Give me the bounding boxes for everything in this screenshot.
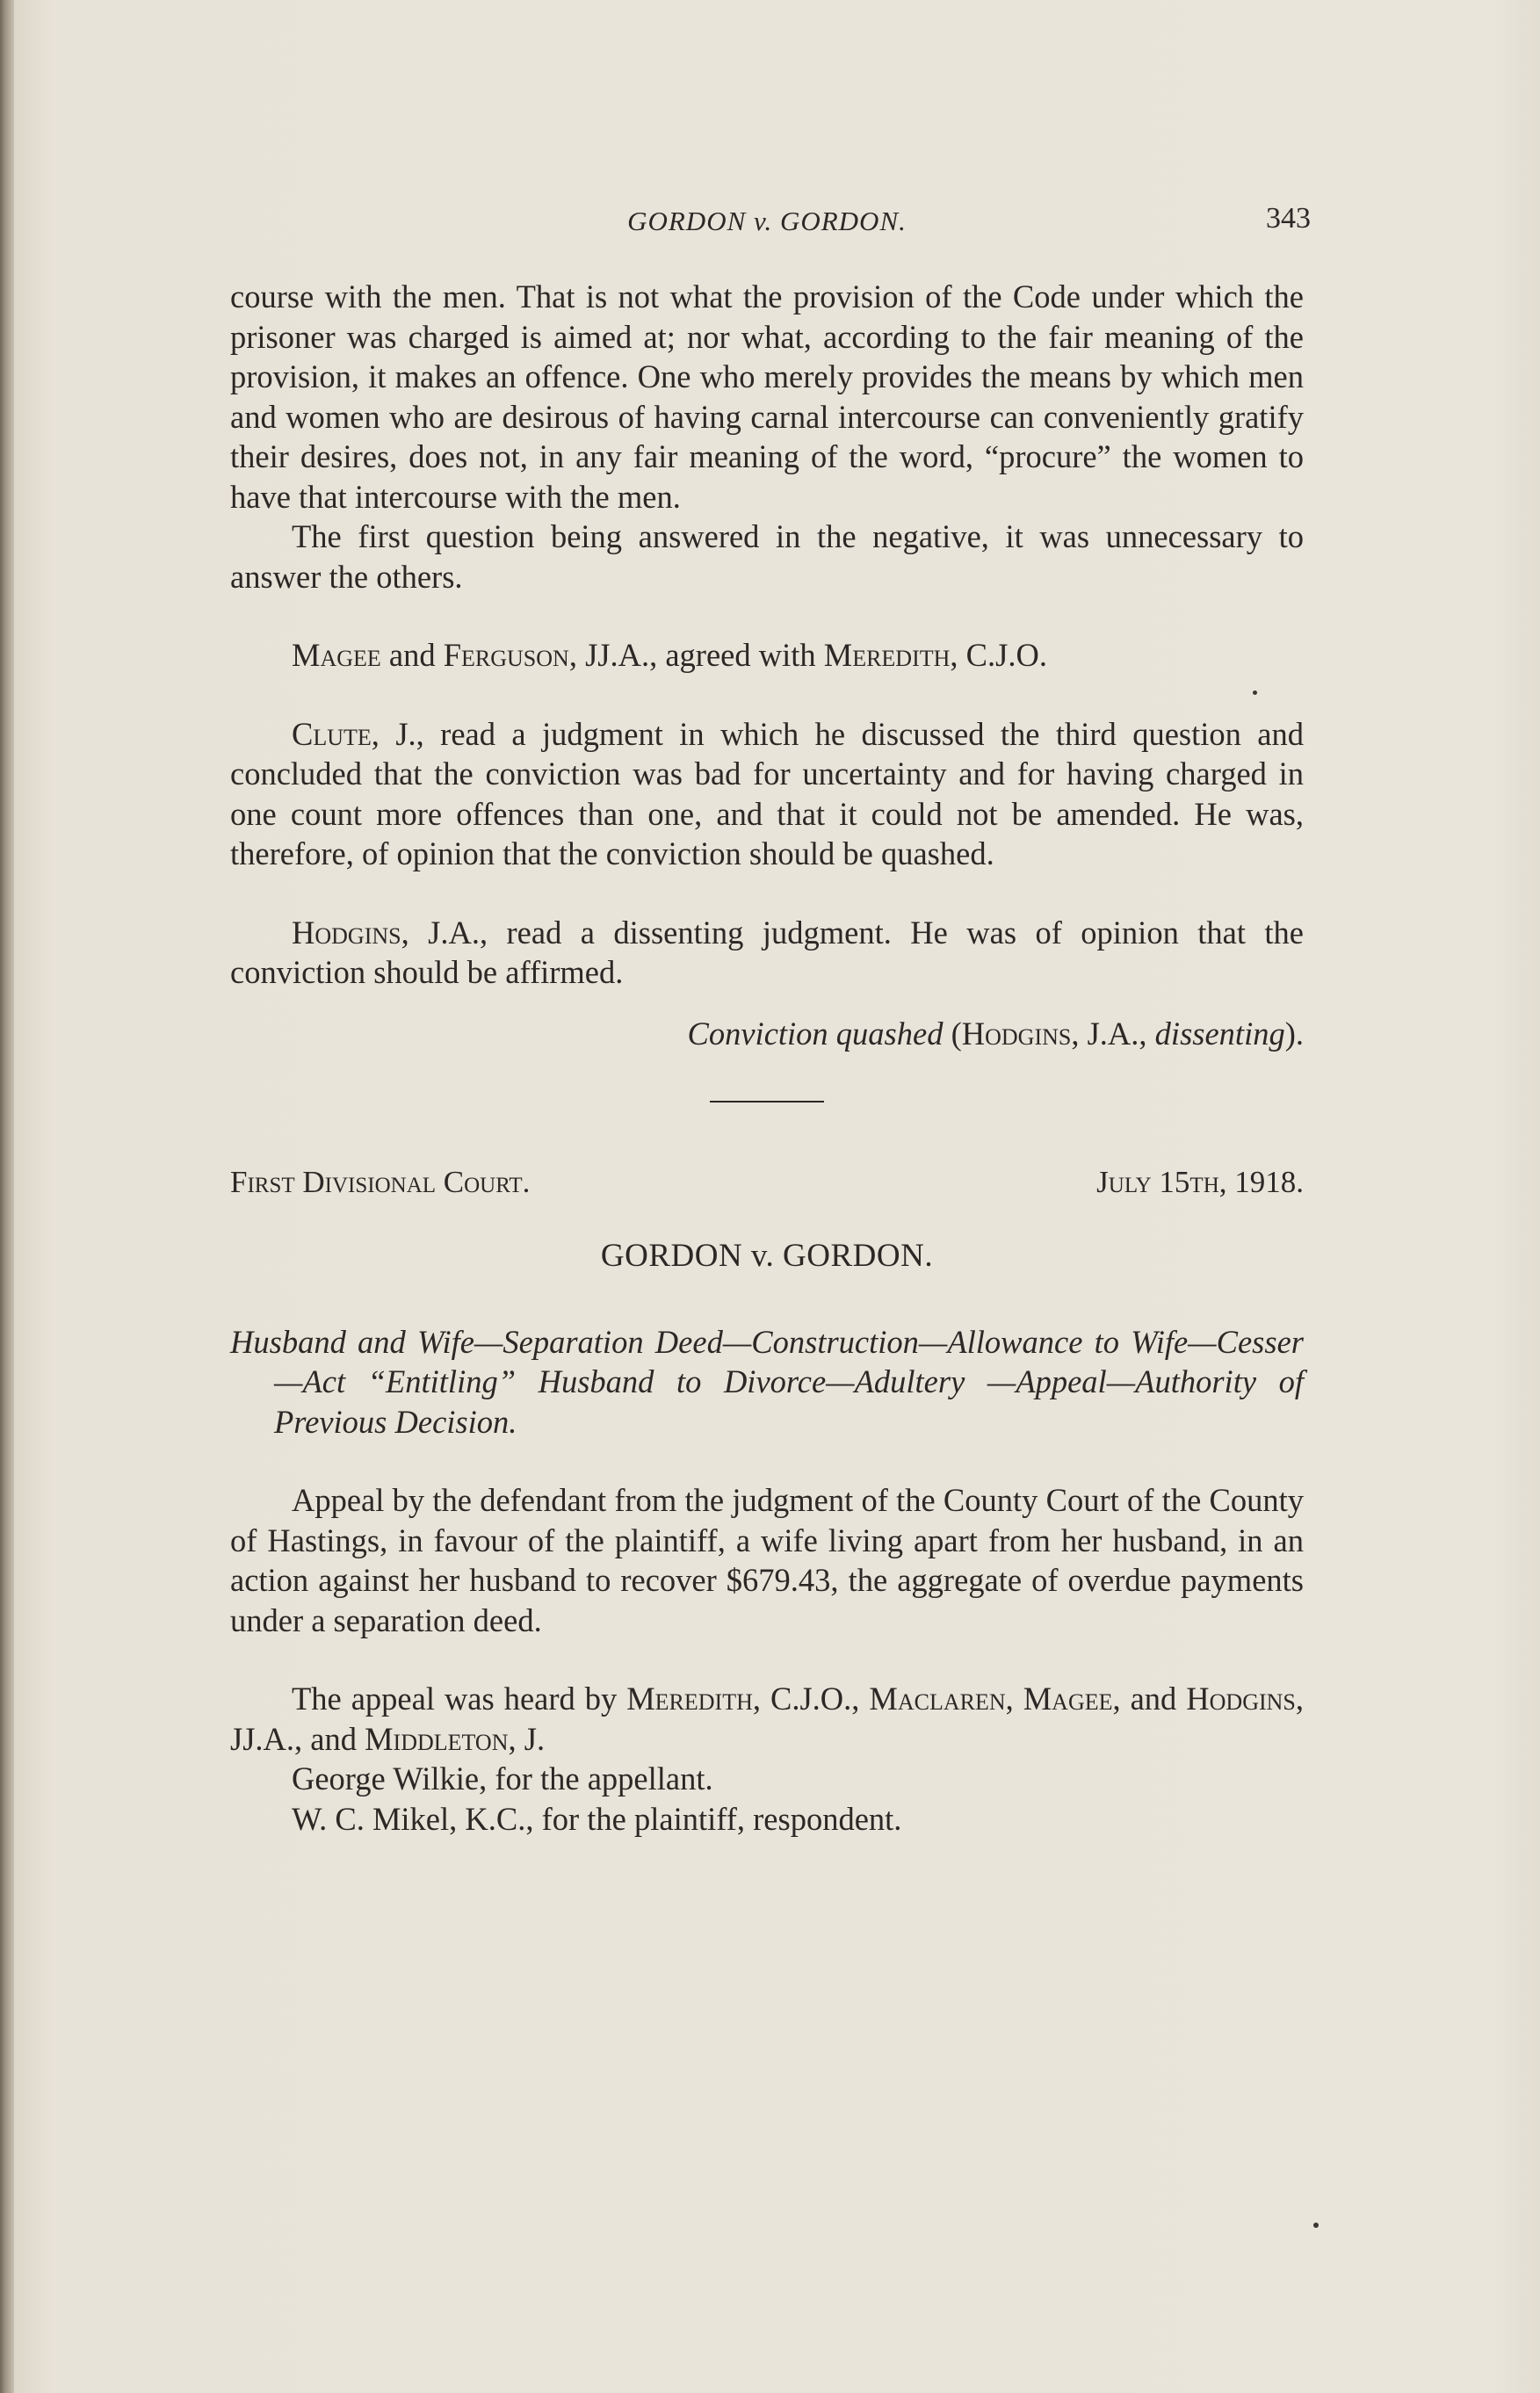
paper-speck bbox=[1253, 690, 1257, 695]
judge-name: Meredith bbox=[626, 1681, 753, 1717]
text-run: , J.A., read a dissenting judgment. He was of opinion that the conviction should be affirmed. bbox=[230, 914, 1304, 990]
text-run: and bbox=[380, 637, 444, 673]
judge-name: Hodgins bbox=[292, 914, 401, 951]
text-run: The appeal was heard by bbox=[292, 1681, 627, 1717]
text-run: , JJ.A., agreed with bbox=[568, 637, 824, 673]
body-text bbox=[230, 277, 1304, 1839]
page-header bbox=[230, 202, 1311, 246]
paragraph-continuation: course with the men. That is not what the provision of the Code under which the prisoner was charged is aimed at; nor what, according to the fair meaning of the provision, it makes an offence. One who merely provides the means by which men and women who are desirous of having carnal intercourse can conveniently gratify their desires, does not, in any fair meaning of the word, “procure” the women to have that intercourse with the men. bbox=[230, 278, 1304, 515]
counsel-appellant: George Wilkie, for the appellant. bbox=[292, 1760, 713, 1797]
case-headnote: Husband and Wife—Separation Deed—Construction—Allowance to Wife—Cesser—Act “Entitling” Husband to Divorce—Adultery —Appeal—Authority of Previous Decision. bbox=[230, 1323, 1304, 1440]
text-run: ). bbox=[1284, 1015, 1304, 1052]
judge-name: Middleton bbox=[365, 1720, 509, 1757]
paragraph-clute-judgment bbox=[230, 714, 1304, 874]
text-run: , C.J.O. bbox=[950, 637, 1047, 673]
paper-speck bbox=[1313, 2223, 1319, 2228]
section-divider bbox=[710, 1101, 824, 1103]
book-spine-shadow bbox=[0, 0, 14, 2393]
text-run: , J. bbox=[508, 1720, 546, 1757]
judge-name: Hodgins bbox=[1186, 1681, 1296, 1717]
result-italic: dissenting bbox=[1154, 1015, 1285, 1052]
paragraph-appeal: Appeal by the defendant from the judgment of the County Court of the County of Hastings, in favour of the plaintiff, a wife living apart from her husband, in an action against her husband to recover $679.43, the aggregate of overdue payments under a separation deed. bbox=[230, 1482, 1304, 1638]
text-run: , JJ.A., and bbox=[230, 1681, 1305, 1757]
text-run: , J., read a judgment in which he discussed the third question and concluded that the conviction was bad for uncertainty and for having charged in one count more offences than one, and that it could not be amended. He was, therefore, of opinion that the conviction should be quashed. bbox=[230, 715, 1304, 871]
running-title: GORDON v. GORDON. bbox=[627, 206, 907, 236]
paragraph-heard-by bbox=[230, 1679, 1304, 1759]
counsel-respondent: W. C. Mikel, K.C., for the plaintiff, respondent. bbox=[292, 1800, 902, 1837]
court-date-line bbox=[230, 1162, 1304, 1203]
text-run: , C.J.O., bbox=[752, 1681, 870, 1717]
judge-name: Meredith bbox=[823, 637, 951, 673]
judge-name: Ferguson bbox=[443, 637, 569, 673]
paragraph-concurrence bbox=[230, 635, 1304, 676]
judge-name: Hodgins bbox=[961, 1015, 1072, 1052]
page-number: 343 bbox=[1266, 202, 1311, 235]
case-title: GORDON v. GORDON. bbox=[600, 1238, 934, 1274]
paragraph-first-question: The first question being answered in the negative, it was unnecessary to answer the others. bbox=[230, 518, 1304, 595]
text-run: , bbox=[1005, 1681, 1023, 1717]
text-run: , and bbox=[1112, 1681, 1187, 1717]
case-result bbox=[230, 1014, 1304, 1054]
text-run: ( bbox=[943, 1015, 962, 1052]
court-name: First Divisional Court. bbox=[230, 1165, 531, 1199]
judgment-date: July 15th, 1918. bbox=[1096, 1165, 1304, 1199]
judge-name: Clute bbox=[292, 715, 372, 752]
result-italic: Conviction quashed bbox=[687, 1015, 944, 1052]
judge-name: Magee bbox=[1023, 1681, 1113, 1717]
text-run: , J.A., bbox=[1071, 1015, 1155, 1052]
judge-name: Magee bbox=[292, 637, 381, 673]
paragraph-dissent bbox=[230, 913, 1304, 993]
judge-name: Maclaren bbox=[869, 1681, 1006, 1717]
